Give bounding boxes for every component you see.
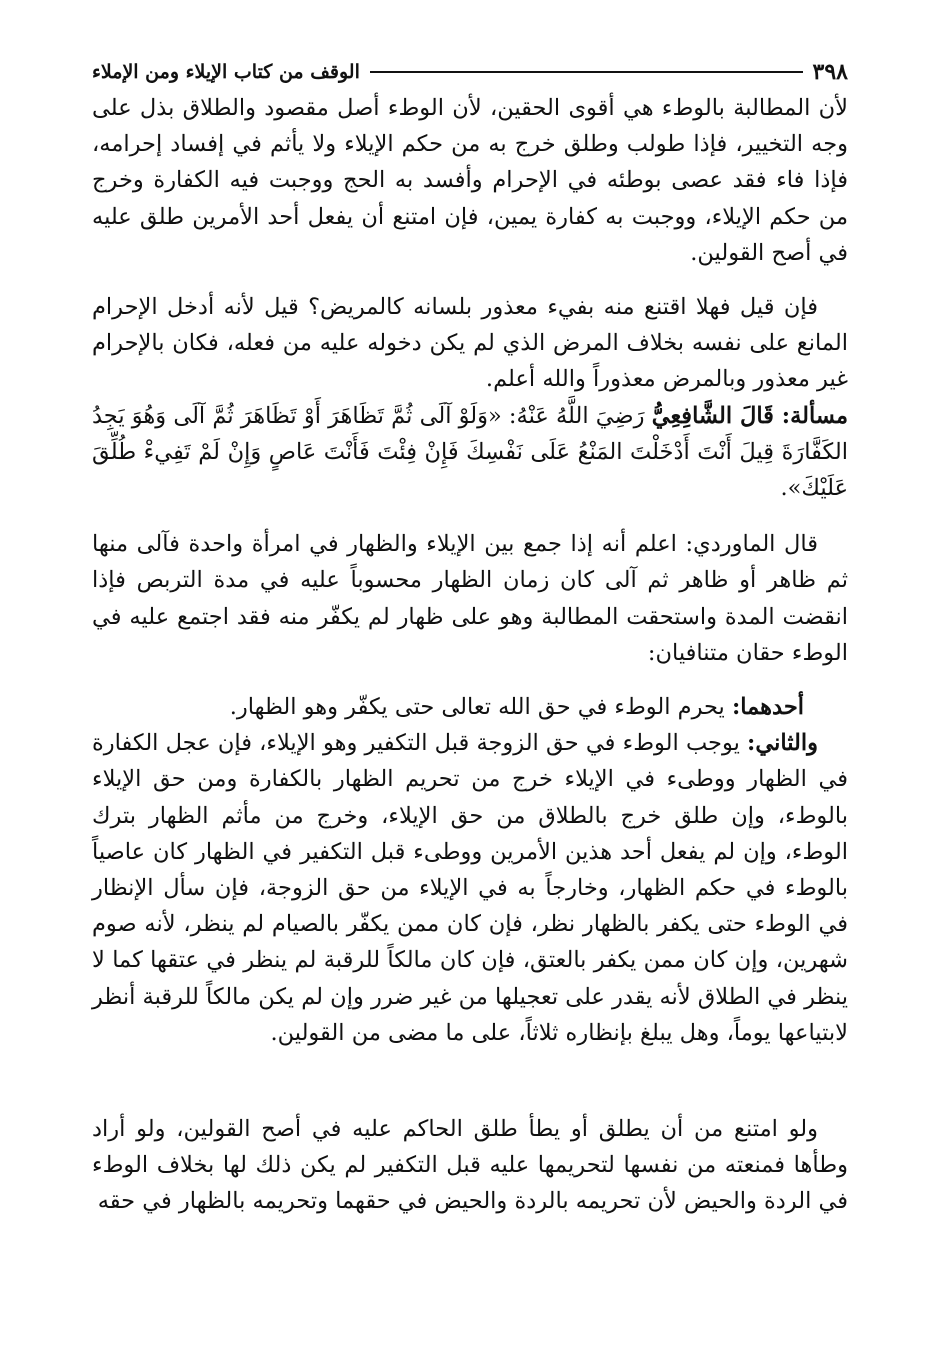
first-label: أحدهما: xyxy=(731,694,804,721)
paragraph-1: لأن المطالبة بالوطء هي أقوى الحقين، لأن الوطء أصل مقصود والطلاق بذل على وجه التخيير، فإذا طولب وطلق خرج به من حكم الإيلاء ولا يأثم في إفساد إحرامه، فإذا فاء فقد عصى بوطئه في الإحرام وأفسد به الحج ووجبت فيه الكفارة وخرج من حكم الإيلاء، ووجبت به كفارة يمين، فإن امتنع أن يفعل أحد الأمرين طلق عليه في أصح القولين. xyxy=(92,95,848,266)
first-text: يحرم الوطء في حق الله تعالى حتى يكفّر وهو الظهار. xyxy=(229,694,732,721)
spacer xyxy=(92,506,848,526)
spacer xyxy=(92,671,848,689)
page-number: ٣٩٨ xyxy=(812,59,848,85)
quote-text: رَضِيَ اللَّهُ عَنْهُ: «وَلَوْ آلَى ثُمَّ تَظَاهَرَ أَوْ تَظَاهَرَ ثُمَّ آلَى وَهُوَ يَجِدُ الكَفَّارَةَ قِيلَ أَنْتَ أَدْخَلْتَ المَنْعُ عَلَى نَفْسِكَ فَإِنْ فِئْتَ فَأَنْتَ عَاصٍ وَإِنْ لَمْ تَفِيءْ طُلِّقَ عَلَيْكَ». xyxy=(92,402,848,502)
running-title: الوقف من كتاب الإيلاء ومن الإملاء xyxy=(92,61,360,83)
paragraph-2: فإن قيل فهلا اقتنع منه بفيء معذور بلسانه كالمريض؟ قيل لأنه أدخل الإحرام المانع على نفسه بخلاف المرض الذي لم يكن دخوله عليه من فعله، فكان بالإحرام غير معذور وبالمرض معذوراً والله أعلم. xyxy=(92,294,848,393)
paragraph-7: ولو امتنع من أن يطلق أو يطأ طلق الحاكم عليه في أصح القولين، ولو أراد وطأها فمنعته من نفسها لتحريمها عليه قبل التكفير لم يكن ذلك لها بخلاف الوطء في الردة والحيض لأن تحريمه بالردة والحيض في حقهما وتحريمه بالظهار في حقه xyxy=(92,1116,848,1215)
second-text: يوجب الوطء في حق الزوجة قبل التكفير وهو الإيلاء، فإن عجل الكفارة في الظهار ووطىء في الإيلاء خرج من تحريم الظهار بالكفارة ومن حق الإيلاء بالوطء، وإن طلق خرج بالطلاق من حق الإيلاء، وخرج من مأثم الظهار بترك الوطء، وإن لم يفعل أحد هذين الأمرين ووطىء قبل التكفير في الظهار كان عاصياً بالوطء في حكم الظهار، وخارجاً به في الإيلاء من حق الزوجة، فإن سأل الإنظار في الوطء حتى يكفر بالظهار نظر، فإن كان ممن يكفّر بالصيام لم ينظر، لأنه صوم شهرين، وإن كان ممن يكفر بالعتق، فإن كان مالكاً للرقبة لم ينظر في عتقها كما لا ينظر في الطلاق لأنه يقدر على تعجيلها من غير ضرر وإن لم يكن مالكاً للرقبة أنظر لابتياعها يوماً، وهل يبلغ بإنظاره ثلاثاً، على ما مضى من القولين. xyxy=(92,730,848,1046)
paragraph-5 xyxy=(92,689,848,725)
second-label: والثاني: xyxy=(747,730,818,757)
paragraph-3 xyxy=(92,398,848,507)
masala-label: مسألة: قَالَ الشَّافِعِيُّ xyxy=(651,402,848,429)
spacer xyxy=(92,1051,848,1111)
page-header xyxy=(92,54,848,90)
paragraph-6 xyxy=(92,725,848,1051)
header-rule xyxy=(370,71,803,73)
spacer xyxy=(92,271,848,289)
paragraph-4: قال الماوردي: اعلم أنه إذا جمع بين الإيلاء والظهار في امرأة واحدة فآلى منها ثم ظاهر أو ظاهر ثم آلى كان زمان الظهار محسوباً عليه في مدة التربص فإذا انقضت المدة واستحقت المطالبة وهو على ظهار لم يكفّر منه فقد اجتمع عليه في الوطء حقان متنافيان: xyxy=(92,531,848,666)
